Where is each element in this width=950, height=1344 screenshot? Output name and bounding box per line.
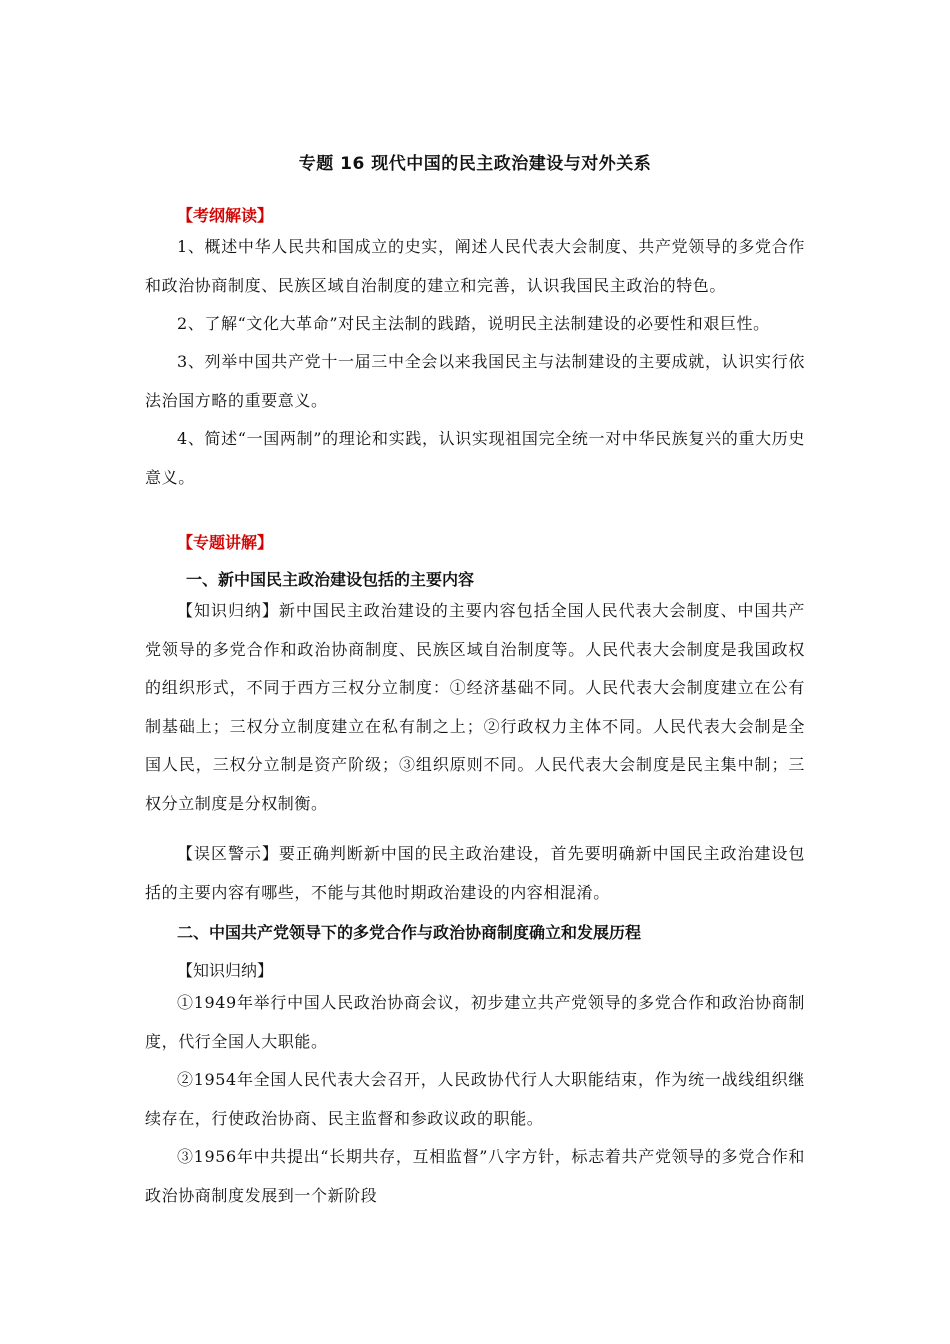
syllabus-item: 3、列举中国共产党十一届三中全会以来我国民主与法制建设的主要成就，认识实行依法治国方略的重要意义。 xyxy=(145,352,805,410)
syllabus-item: 2、了解“文化大革命”对民主法制的践踏，说明民主法制建设的必要性和艰巨性。 xyxy=(177,314,770,333)
syllabus-item: 4、简述“一国两制”的理论和实践，认识实现祖国完全统一对中华民族复兴的重大历史意义。 xyxy=(145,429,805,487)
syllabus-item: 1、概述中华人民共和国成立的史实，阐述人民代表大会制度、共产党领导的多党合作和政治协商制度、民族区域自治制度的建立和完善，认识我国民主政治的特色。 xyxy=(145,237,805,295)
page-title: 专题 16 现代中国的民主政治建设与对外关系 xyxy=(298,154,652,174)
section-heading: 二、中国共产党领导下的多党合作与政治协商制度确立和发展历程 xyxy=(177,923,642,942)
section-heading: 一、新中国民主政治建设包括的主要内容 xyxy=(186,570,475,589)
history-point: ②1954年全国人民代表大会召开，人民政协代行人大职能结束，作为统一战线组织继续存在，行使政治协商、民主监督和参政议政的职能。 xyxy=(145,1070,805,1128)
knowledge-paragraph: 【知识归纳】新中国民主政治建设的主要内容包括全国人民代表大会制度、中国共产党领导的多党合作和政治协商制度、民族区域自治制度等。人民代表大会制度是我国政权的组织形式，不同于西方三权分立制度：①经济基础不同。人民代表大会制度建立在公有制基础上；三权分立制度建立在私有制之上；②行政权力主体不同。人民代表大会制是全国人民，三权分立制是资产阶级；③组织原则不同。人民代表大会制度是民主集中制；三权分立制度是分权制衡。 xyxy=(145,601,805,813)
explanation-header: 【专题讲解】 xyxy=(177,533,274,552)
history-point: ③1956年中共提出“长期共存，互相监督”八字方针，标志着共产党领导的多党合作和政治协商制度发展到一个新阶段 xyxy=(145,1147,805,1205)
syllabus-header: 【考纲解读】 xyxy=(177,206,274,225)
knowledge-label: 【知识归纳】 xyxy=(177,961,274,980)
history-point: ①1949年举行中国人民政治协商会议，初步建立共产党领导的多党合作和政治协商制度，代行全国人大职能。 xyxy=(145,993,805,1051)
warning-paragraph: 【误区警示】要正确判断新中国的民主政治建设，首先要明确新中国民主政治建设包括的主要内容有哪些，不能与其他时期政治建设的内容相混淆。 xyxy=(145,844,805,902)
